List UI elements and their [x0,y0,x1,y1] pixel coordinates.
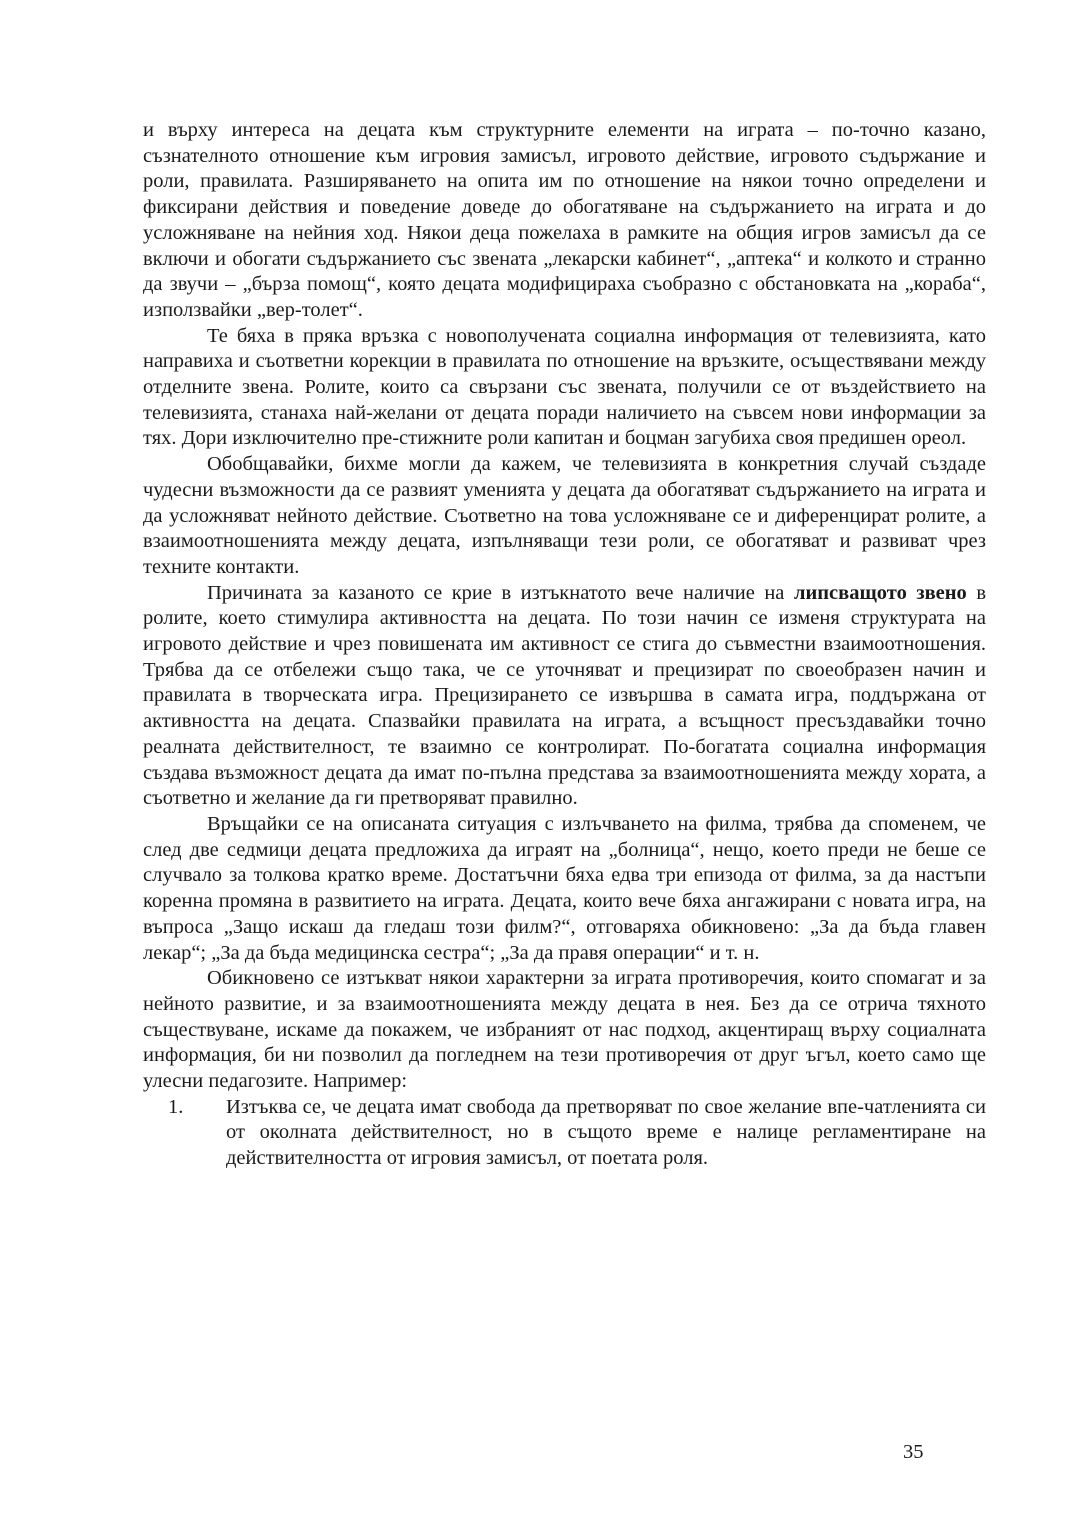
paragraph-5: Връщайки се на описаната ситуация с излъчването на филма, трябва да споменем, че след две седмици децата предложиха да играят на „болница“, нещо, което преди не беше се случвало за толкова кратко време. Достатъчни бяха едва три епизода от филма, за да настъпи коренна промяна в развитието на играта. Децата, които вече бяха ангажирани с новата игра, на въпроса „Защо искаш да гледаш този филм?“, отговаряха обикновено: „За да бъда главен лекар“; „За да бъда медицинска сестра“; „За да правя операции“ и т. н. [143,812,986,964]
paragraph-1: и върху интереса на децата към структурните елементи на играта – по-точно казано, съзнателното отношение към игровия замисъл, игровото действие, игровото съдържание и роли, правилата. Разширяването на опита им по отношение на някои точно определени и фиксирани действия и поведение доведе до обогатяване на съдържанието на играта и до усложняване на нейния ход. Някои деца пожелаха в рамките на общия игров замисъл да се включи и обогати съдържанието със звената „лекарски кабинет“, „аптека“ и колкото и странно да звучи – „бърза помощ“, която децата модифицираха съобразно с обстановката на „кораба“, използвайки „вер-толет“. [143,119,986,321]
emphasized-term: липсващото звено [793,581,967,604]
page-number: 35 [903,1441,924,1463]
list-item-text: Изтъква се, че децата имат свобода да претворяват по свое желание впе-чатленията си от околната действителност, но в същото време е налице регламентиране на действителността от игровия замисъл, от поетата роля. [226,1095,986,1170]
numbered-list-item [143,1095,986,1172]
page-body [143,118,986,1172]
paragraph-4-rest: в ролите, което стимулира активността на децата. По този начин се изменя структурата на игровото действие и чрез повишената им активност се стига до съвместни взаимоотношения. Трябва да се отбележи също така, че се уточняват и прецизират по своеобразен начин и правилата в творческата игра. Прецизирането се извършва в самата игра, поддържана от активността на децата. Спазвайки правилата на играта, а всъщност пресъздавайки точно реалната действителност, те взаимно се контролират. По-богатата социална информация създава възможност децата да имат по-пълна представа за взаимоотношенията между хората, а съответно и желание да ги претворяват правилно. [143,581,987,810]
paragraph-3: Обобщавайки, бихме могли да кажем, че телевизията в конкретния случай създаде чудесни възможности да се развият уменията у децата да обогатяват съдържанието на играта и да усложняват нейното действие. Съответно на това усложняване се и диференцират ролите, а взаимоотношенията между децата, изпълняващи тези роли, се обогатяват и развиват чрез техните контакти. [143,453,986,578]
paragraph-4 [143,581,986,812]
list-item-number: 1. [168,1095,184,1118]
paragraph-4-lead: Причината за казаното се крие в изтъкнатото вече наличие на [207,581,794,604]
paragraph-2: Те бяха в пряка връзка с новополучената социална информация от телевизията, като направиха и съответни корекции в правилата по отношение на връзките, осъществявани между отделните звена. Ролите, които са свързани със звената, получили се от въздействието на телевизията, станаха най-желани от децата поради наличието на съвсем нови информации за тях. Дори изключително пре-стижните роли капитан и боцман загубиха своя предишен ореол. [143,324,986,450]
paragraph-6: Обикновено се изтъкват някои характерни за играта противоречия, които спомагат и за нейното развитие, и за взаимоотношенията между децата в нея. Без да се отрича тяхното съществуване, искаме да покажем, че избраният от нас подход, акцентиращ върху социалната информация, би ни позволил да погледнем на тези противоречия от друг ъгъл, което само ще улесни педагозите. Например: [143,967,986,1093]
